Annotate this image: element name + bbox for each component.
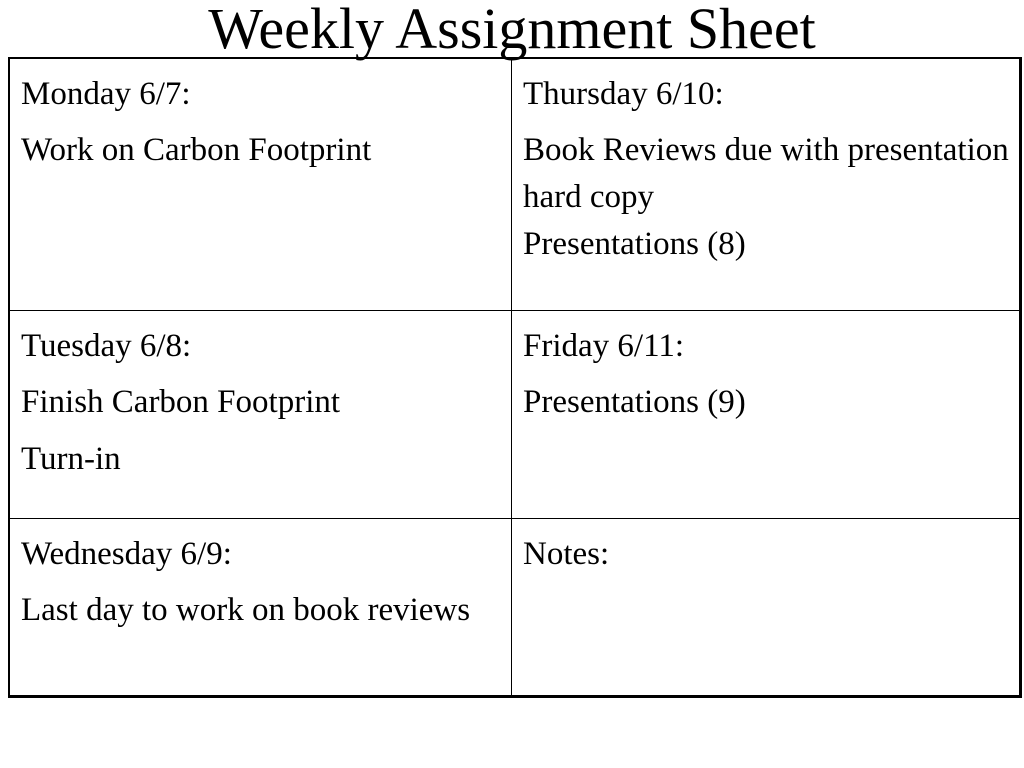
- notes-label: Notes:: [523, 536, 610, 572]
- notes-cell: [512, 519, 1019, 695]
- friday-task: Presentations (9): [523, 384, 746, 420]
- monday-day-label: Monday 6/7:: [21, 76, 191, 112]
- tuesday-cell: [10, 311, 512, 519]
- page-title: Weekly Assignment Sheet: [208, 0, 816, 61]
- tuesday-task: Turn-in: [21, 441, 121, 477]
- thursday-day-label: Thursday 6/10:: [523, 76, 724, 112]
- thursday-cell: [512, 59, 1019, 311]
- tuesday-task: Finish Carbon Footprint: [21, 384, 341, 420]
- tuesday-day-label: Tuesday 6/8:: [21, 328, 192, 364]
- wednesday-day-label: Wednesday 6/9:: [21, 536, 232, 572]
- monday-task: Work on Carbon Footprint: [21, 132, 372, 168]
- wednesday-cell: [10, 519, 512, 695]
- wednesday-task: Last day to work on book reviews: [21, 592, 471, 628]
- friday-day-label: Friday 6/11:: [523, 328, 685, 364]
- monday-cell: [10, 59, 512, 311]
- thursday-task: Book Reviews due with presentation hard copy: [523, 132, 1009, 215]
- friday-cell: [512, 311, 1019, 519]
- thursday-task: Presentations (8): [523, 226, 746, 262]
- assignment-table: [8, 57, 1022, 698]
